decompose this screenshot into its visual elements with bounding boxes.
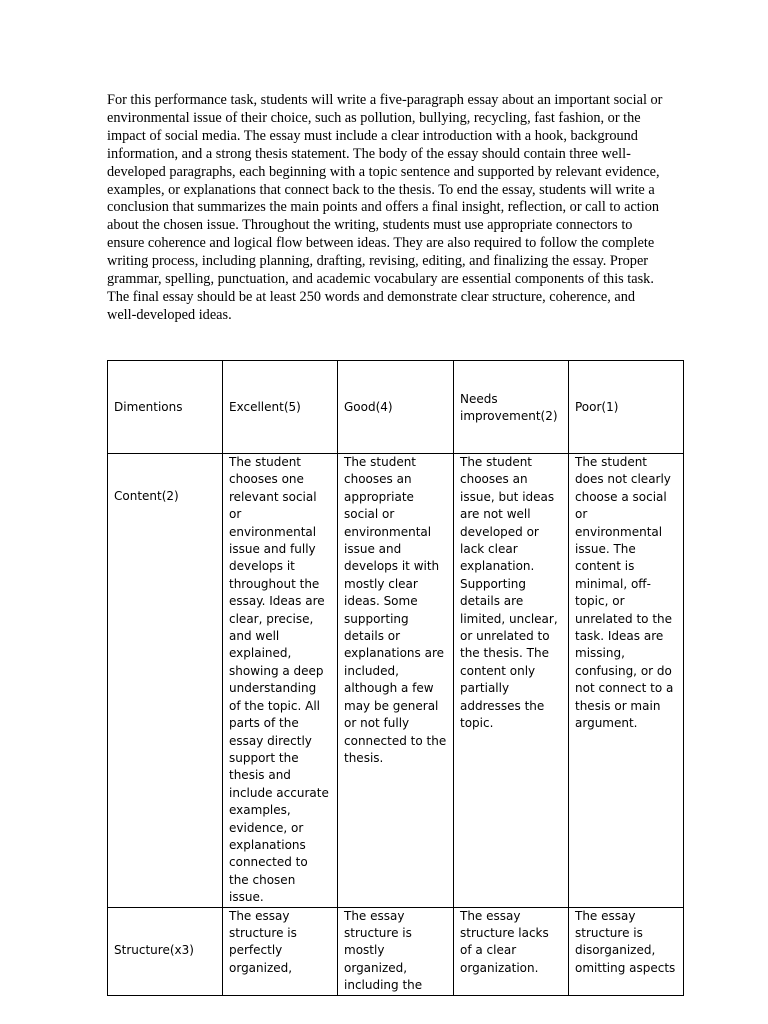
good-cell: The essay structure is mostly organized, including the (338, 907, 454, 995)
header-cell-needs-improvement: Needs improvement(2) (454, 361, 569, 454)
header-cell-good: Good(4) (338, 361, 454, 454)
table-row (108, 454, 684, 908)
rubric-table (107, 360, 684, 996)
excellent-cell: The student chooses one relevant social or environmental issue and fully develops it throughout the essay. Ideas are clear, precise, and well explained, showing a deep understanding of the topic. All parts of the essay directly support the thesis and include accurate examples, evidence, or explanations connected to the chosen issue. (223, 454, 338, 908)
table-header-row (108, 361, 684, 454)
table-row (108, 907, 684, 995)
poor-cell: The student does not clearly choose a social or environmental issue. The content is minimal, off-topic, or unrelated to the task. Ideas are missing, confusing, or do not connect to a thesis or main argument. (569, 454, 684, 908)
needs-improvement-cell: The student chooses an issue, but ideas are not well developed or lack clear explanation. Supporting details are limited, unclear, or unrelated to the thesis. The content only partially addresses the topic. (454, 454, 569, 908)
dimension-cell: Structure(x3) (108, 907, 223, 995)
dimension-cell: Content(2) (108, 454, 223, 908)
needs-improvement-cell: The essay structure lacks of a clear organization. (454, 907, 569, 995)
excellent-cell: The essay structure is perfectly organized, (223, 907, 338, 995)
good-cell: The student chooses an appropriate social or environmental issue and develops it with mostly clear ideas. Some supporting details or explanations are included, although a few may be general or not fully connected to the thesis. (338, 454, 454, 908)
intro-paragraph: For this performance task, students will write a five-paragraph essay about an important social or environmental issue of their choice, such as pollution, bullying, recycling, fast fashion, or the impact of social media. The essay must include a clear introduction with a hook, background information, and a strong thesis statement. The body of the essay should contain three well-developed paragraphs, each beginning with a topic sentence and supported by relevant evidence, examples, or explanations that connect back to the thesis. To end the essay, students will write a conclusion that summarizes the main points and offers a final insight, reflection, or call to action about the chosen issue. Throughout the writing, students must use appropriate connectors to ensure coherence and logical flow between ideas. They are also required to follow the complete writing process, including planning, drafting, revising, editing, and finalizing the essay. Proper grammar, spelling, punctuation, and academic vocabulary are essential components of this task. The final essay should be at least 250 words and demonstrate clear structure, coherence, and well-developed ideas. (107, 92, 663, 323)
header-cell-poor: Poor(1) (569, 361, 684, 454)
header-cell-dimensions: Dimentions (108, 361, 223, 454)
poor-cell: The essay structure is disorganized, omitting aspects (569, 907, 684, 995)
header-cell-excellent: Excellent(5) (223, 361, 338, 454)
